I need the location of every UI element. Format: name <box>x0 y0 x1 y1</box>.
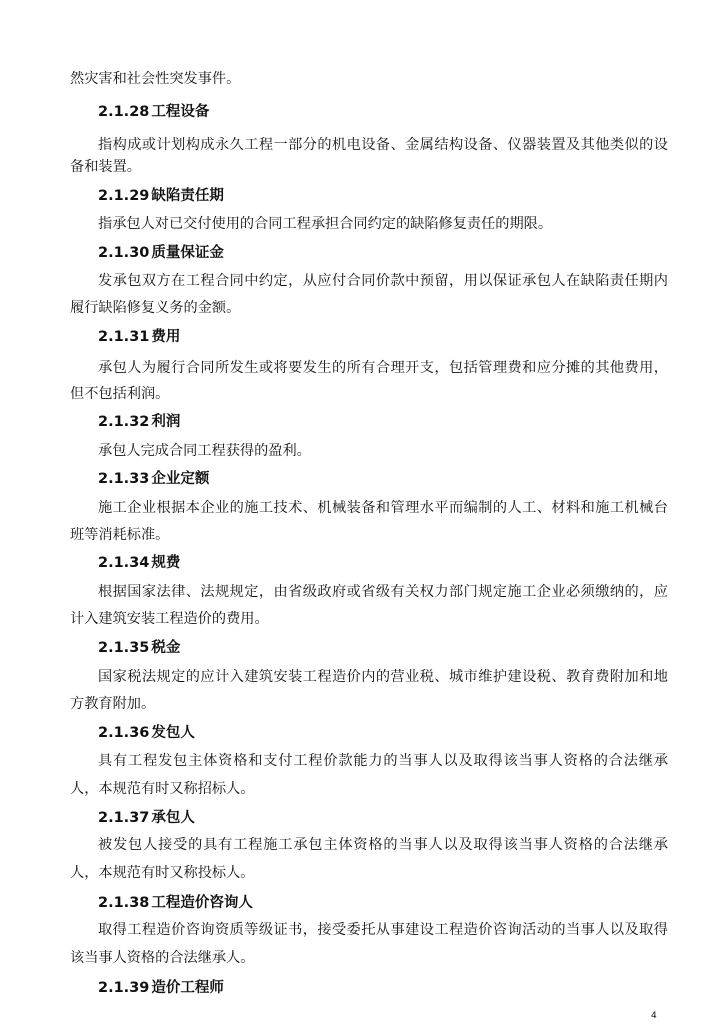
section-body-line: 施工企业根据本企业的施工技术、机械装备和管理水平而编制的人工、材料和施工机械台 <box>98 500 668 516</box>
section-body-line: 指承包人对已交付使用的合同工程承担合同约定的缺陷修复责任的期限。 <box>98 216 553 232</box>
section-body-line: 发承包双方在工程合同中约定，从应付合同价款中预留，用以保证承包人在缺陷责任期内 <box>98 273 668 289</box>
section-body-line: 方教育附加。 <box>70 696 156 712</box>
section-body-line: 指构成或计划构成永久工程一部分的机电设备、金属结构设备、仪器装置及其他类似的设 <box>98 137 668 153</box>
section-title: 承包人 <box>151 810 195 826</box>
section-title: 质量保证金 <box>151 245 224 261</box>
section-body-line: 具有工程发包主体资格和支付工程价款能力的当事人以及取得该当事人资格的合法继承 <box>98 753 668 769</box>
section-heading <box>98 468 209 490</box>
section-body-line: 备和装置。 <box>70 159 141 175</box>
section-number: 2.1.33 <box>98 471 150 487</box>
section-number: 2.1.38 <box>98 895 150 911</box>
page-number: 4 <box>651 1011 657 1021</box>
section-heading <box>98 892 253 914</box>
section-number: 2.1.36 <box>98 725 150 741</box>
section-body-line: 被发包人接受的具有工程施工承包主体资格的当事人以及取得该当事人资格的合法继承 <box>98 837 668 853</box>
section-title: 税金 <box>151 640 181 656</box>
section-heading <box>98 552 180 574</box>
section-heading <box>98 722 195 744</box>
section-number: 2.1.34 <box>98 555 150 571</box>
section-heading <box>98 242 224 264</box>
section-heading <box>98 411 180 433</box>
section-body-line: 但不包括利润。 <box>70 386 170 402</box>
section-title: 工程设备 <box>151 104 210 120</box>
section-title: 工程造价咨询人 <box>151 895 253 911</box>
section-body-line: 履行缺陷修复义务的金额。 <box>70 300 241 316</box>
section-body-line: 根据国家法律、法规规定，由省级政府或省级有关权力部门规定施工企业必须缴纳的，应 <box>98 584 668 600</box>
section-title: 缺陷责任期 <box>151 188 224 204</box>
section-heading <box>98 807 195 829</box>
section-body-line: 该当事人资格的合法继承人。 <box>70 950 255 966</box>
section-heading <box>98 326 180 348</box>
section-number: 2.1.31 <box>98 329 150 345</box>
section-body-line: 班等消耗标准。 <box>70 527 170 543</box>
section-body-line: 人，本规范有时又称投标人。 <box>70 865 255 881</box>
lead-line: 然灾害和社会性突发事件。 <box>70 71 241 87</box>
section-body-line: 人，本规范有时又称招标人。 <box>70 781 255 797</box>
section-title: 企业定额 <box>151 471 210 487</box>
section-number: 2.1.28 <box>98 104 150 120</box>
section-body-line: 承包人为履行合同所发生或将要发生的所有合理开支，包括管理费和应分摊的其他费用， <box>98 360 668 376</box>
section-number: 2.1.30 <box>98 245 150 261</box>
section-body-line: 国家税法规定的应计入建筑安装工程造价内的营业税、城市维护建设税、教育费附加和地 <box>98 669 668 685</box>
section-heading <box>98 977 224 999</box>
section-title: 规费 <box>151 555 181 571</box>
section-title: 费用 <box>151 329 181 345</box>
section-number: 2.1.37 <box>98 810 150 826</box>
section-number: 2.1.32 <box>98 414 150 430</box>
section-title: 利润 <box>151 414 181 430</box>
section-number: 2.1.35 <box>98 640 150 656</box>
section-title: 发包人 <box>151 725 195 741</box>
section-heading <box>98 637 180 659</box>
section-body-line: 承包人完成合同工程获得的盈利。 <box>98 443 311 459</box>
section-number: 2.1.39 <box>98 980 150 996</box>
section-title: 造价工程师 <box>151 980 224 996</box>
section-number: 2.1.29 <box>98 188 150 204</box>
section-body-line: 计入建筑安装工程造价的费用。 <box>70 611 269 627</box>
section-body-line: 取得工程造价咨询资质等级证书，接受委托从事建设工程造价咨询活动的当事人以及取得 <box>98 922 668 938</box>
section-heading <box>98 185 224 207</box>
section-heading <box>98 101 209 123</box>
